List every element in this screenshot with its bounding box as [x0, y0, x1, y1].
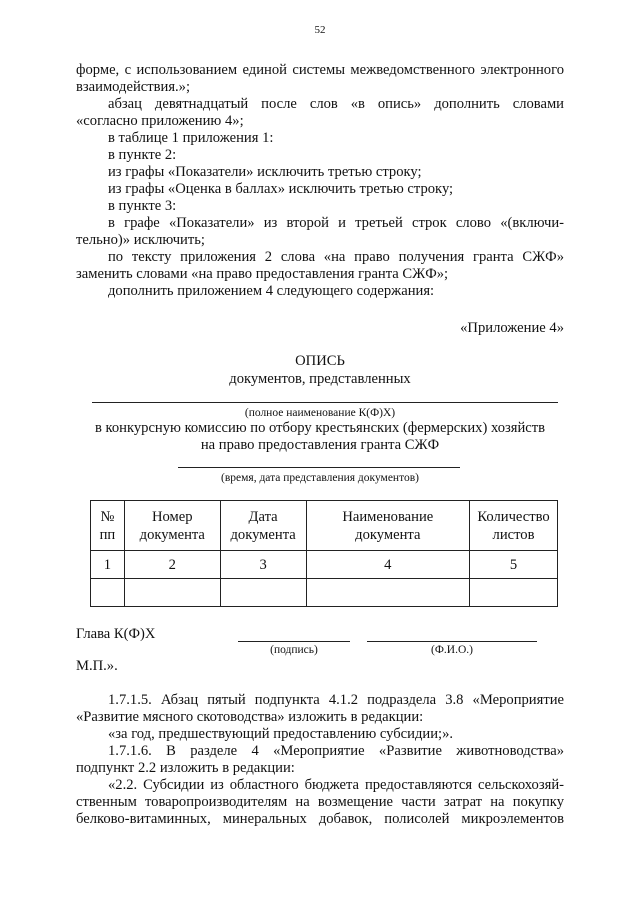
- form-line-2: на право предоставления гранта СЖФ: [200, 437, 440, 453]
- body-line-13: заменить словами «на право предоставления гранта СЖФ»;: [76, 266, 449, 282]
- appendix-label: «Приложение 4»: [460, 320, 564, 336]
- stamp-label: М.П.».: [76, 658, 118, 674]
- tail-line-6: «2.2. Субсидии из областного бюджета предоставляются сельскохозяй-: [108, 777, 564, 793]
- body-line-12: по тексту приложения 2 слова «на право получения гранта СЖФ»: [108, 249, 564, 265]
- time-line: [178, 467, 460, 468]
- form-subtitle: документов, представленных: [229, 371, 411, 387]
- fio-line: [367, 641, 537, 642]
- header-cell-number: № пп: [91, 501, 125, 551]
- tail-line-3: «за год, предшествующий предоставлению субсидии;».: [108, 726, 454, 742]
- signature-line: [238, 641, 350, 642]
- table-cell: 3: [220, 551, 306, 579]
- table-cell: 5: [470, 551, 558, 579]
- table-row: [91, 579, 558, 607]
- body-line-6: в пункте 2:: [108, 147, 177, 163]
- page-number: 52: [314, 24, 326, 36]
- tail-line-1: 1.7.1.5. Абзац пятый подпункта 4.1.2 подраздела 3.8 «Мероприятие: [108, 692, 564, 708]
- header-cell-doc-date: Дата документа: [220, 501, 306, 551]
- table-cell: 2: [124, 551, 220, 579]
- body-line-3: абзац девятнадцатый после слов «в опись» дополнить словами: [108, 96, 564, 112]
- table-cell: 1: [91, 551, 125, 579]
- table-row: [91, 551, 558, 579]
- form-title: ОПИСЬ: [295, 353, 345, 369]
- tail-line-7: ственным товаропроизводителям на возмещение части затрат на покупку: [76, 794, 564, 810]
- table-cell: [220, 579, 306, 607]
- table-header-row: [91, 501, 558, 551]
- caption-name: (полное наименование К(Ф)Х): [244, 407, 396, 419]
- name-line: [92, 402, 558, 403]
- form-line-1: в конкурсную комиссию по отбору крестьянских (фермерских) хозяйств: [94, 420, 546, 436]
- table-cell: 4: [306, 551, 470, 579]
- signature-caption: (подпись): [270, 644, 318, 656]
- caption-time: (время, дата представления документов): [221, 472, 419, 484]
- table-cell: [124, 579, 220, 607]
- body-line-1: форме, с использованием единой системы межведомственного электронного: [76, 62, 564, 78]
- tail-line-5: подпункт 2.2 изложить в редакции:: [76, 760, 295, 776]
- body-line-9: в пункте 3:: [108, 198, 177, 214]
- header-cell-doc-number: Номер документа: [124, 501, 220, 551]
- table-cell: [470, 579, 558, 607]
- tail-line-8: белково-витаминных, минеральных добавок, полисолей микроэлементов: [76, 811, 564, 827]
- tail-line-2: «Развитие мясного скотоводства» изложить в редакции:: [76, 709, 424, 725]
- table-cell: [306, 579, 470, 607]
- body-line-5: в таблице 1 приложения 1:: [108, 130, 274, 146]
- body-line-11: тельно)» исключить;: [76, 232, 205, 248]
- fio-caption: (Ф.И.О.): [431, 644, 473, 656]
- body-line-2: взаимодействия.»;: [76, 79, 191, 95]
- tail-line-4: 1.7.1.6. В разделе 4 «Мероприятие «Развитие животноводства»: [108, 743, 564, 759]
- header-cell-sheet-count: Количество листов: [470, 501, 558, 551]
- body-line-4: «согласно приложению 4»;: [76, 113, 244, 129]
- table-cell: [91, 579, 125, 607]
- body-line-14: дополнить приложением 4 следующего содержания:: [108, 283, 435, 299]
- header-cell-doc-name: Наименование документа: [306, 501, 470, 551]
- documents-table: [90, 500, 558, 607]
- head-label: Глава К(Ф)Х: [76, 626, 156, 642]
- body-line-8: из графы «Оценка в баллах» исключить третью строку;: [108, 181, 454, 197]
- body-line-7: из графы «Показатели» исключить третью строку;: [108, 164, 422, 180]
- body-line-10: в графе «Показатели» из второй и третьей строк слово «(включи-: [108, 215, 564, 231]
